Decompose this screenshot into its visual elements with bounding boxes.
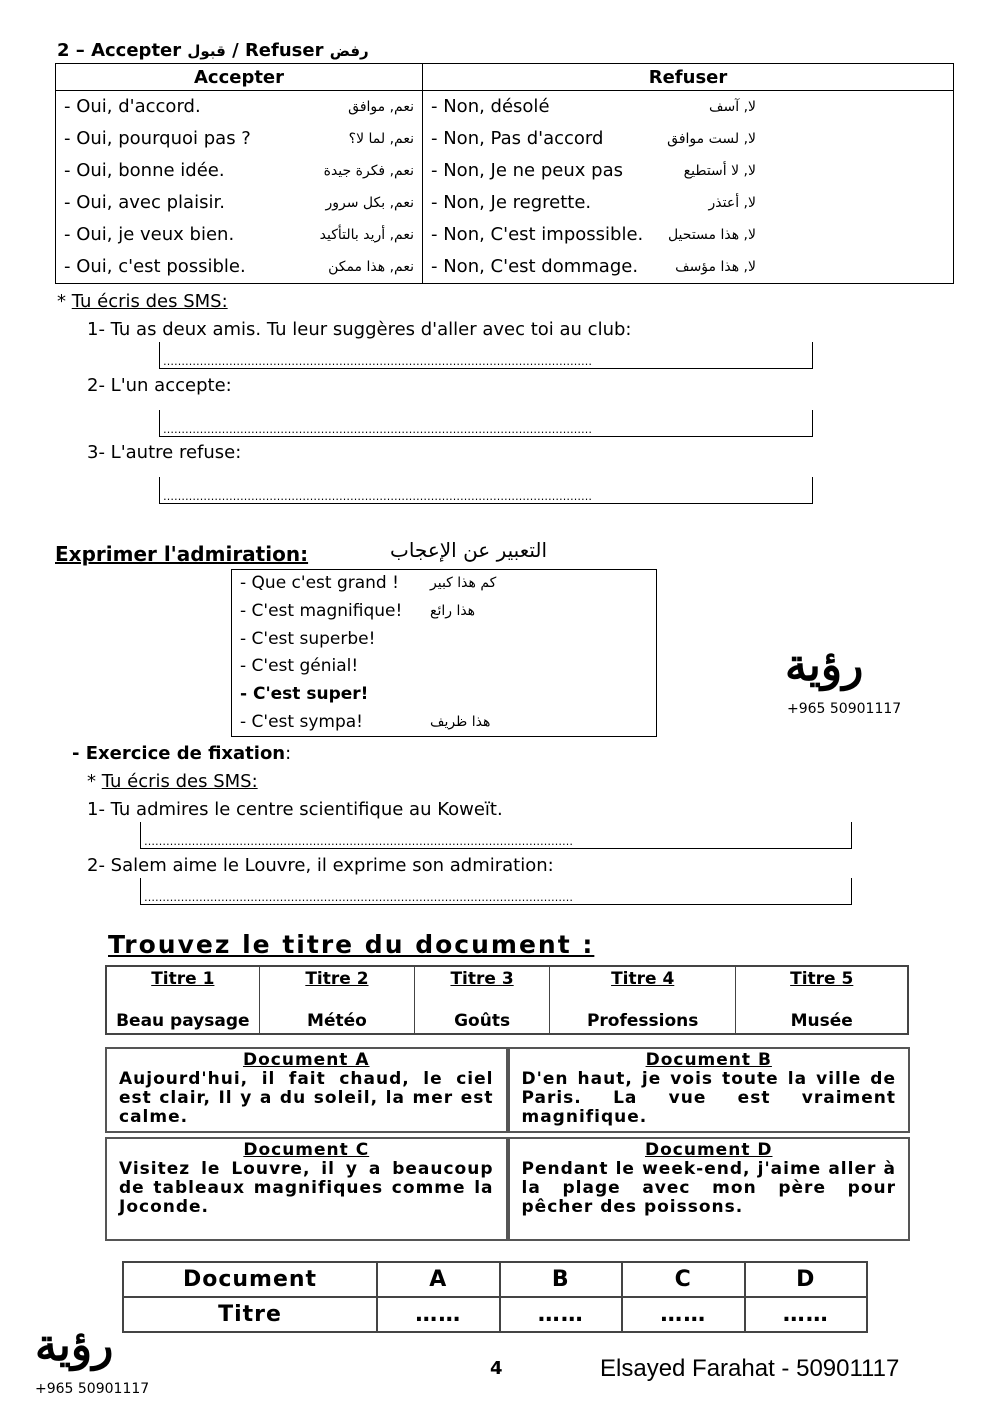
accept-phrase: - Oui, d'accord. xyxy=(64,96,201,117)
accept-phrase: - Oui, avec plaisir. xyxy=(64,192,225,213)
refuse-arabic: لا, هذا مؤسف xyxy=(675,259,756,275)
admiration-arabic: هذا ظريف xyxy=(430,713,491,730)
logo-phone: +965 50901117 xyxy=(787,701,902,717)
exercice-heading xyxy=(72,743,291,764)
titre-cell xyxy=(415,967,550,1033)
refuse-arabic: رفض xyxy=(329,42,369,60)
dots: ……………………………………………………………………………………………………… xyxy=(163,355,592,368)
refuse-phrase: - Non, Je ne peux pas xyxy=(431,160,623,181)
admiration-phrase: - C'est sympa! xyxy=(240,711,363,732)
admiration-arabic: هذا رائع xyxy=(430,602,476,619)
refuse-row xyxy=(431,155,945,187)
accept-row xyxy=(64,91,414,123)
admiration-phrase: - C'est superbe! xyxy=(240,628,376,649)
accept-phrase: - Oui, bonne idée. xyxy=(64,160,225,181)
logo-text: رؤية xyxy=(785,640,864,691)
titre-value: Musée xyxy=(790,1011,853,1031)
accept-row xyxy=(64,251,414,283)
accept-arabic: نعم, لما لا؟ xyxy=(348,131,414,147)
refuse-arabic: لا, هذا مستحيل xyxy=(667,227,756,243)
author: Elsayed Farahat - 50901117 xyxy=(600,1355,900,1382)
refuse-row xyxy=(431,123,945,155)
exercice-sms xyxy=(87,771,258,792)
titre-cell xyxy=(107,967,260,1033)
logo xyxy=(785,640,863,691)
refuse-row xyxy=(431,251,945,283)
header-refuser: Refuser xyxy=(423,64,954,91)
accept-phrase: - Oui, pourquoi pas ? xyxy=(64,128,251,149)
star: * xyxy=(57,291,66,312)
accept-label: Accepter xyxy=(91,40,182,61)
admiration-item xyxy=(240,681,656,709)
accept-row xyxy=(64,123,414,155)
titre-cell xyxy=(550,967,737,1033)
dots: ……………………………………………………………………………………………………… xyxy=(163,490,592,503)
answer-label: Document xyxy=(123,1262,377,1297)
document-text: Visitez le Louvre, il y a beaucoup de tableaux magnifiques comme la Joconde. xyxy=(119,1159,494,1217)
documents-row-1 xyxy=(105,1047,910,1133)
titre-cell xyxy=(736,967,907,1033)
accept-phrase: - Oui, je veux bien. xyxy=(64,224,235,245)
document-heading: Document D xyxy=(645,1140,773,1160)
titre-heading: Titre 4 xyxy=(611,969,675,989)
refuse-label: Refuser xyxy=(244,40,324,61)
answer-letter: C xyxy=(622,1262,745,1297)
exercice-question-2: 2- Salem aime le Louvre, il exprime son admiration: xyxy=(87,855,554,876)
accept-arabic: نعم, هذا ممكن xyxy=(328,259,414,275)
answer-letter: D xyxy=(745,1262,868,1297)
star: * xyxy=(87,771,96,792)
document-card xyxy=(508,1137,911,1241)
exercice-label: - Exercice de fixation xyxy=(72,743,286,764)
admiration-item xyxy=(240,709,656,737)
document-text: D'en haut, je vois toute la ville de Paris. La vue est vraiment magnifique. xyxy=(521,1069,896,1127)
answer-label: Titre xyxy=(123,1297,377,1332)
footer-logo xyxy=(35,1320,113,1371)
admiration-item xyxy=(240,626,656,654)
answer-line-2[interactable] xyxy=(159,410,813,437)
document-heading: Document C xyxy=(243,1140,370,1160)
answer-line-3[interactable] xyxy=(159,477,813,504)
accept-arabic: نعم, موافق xyxy=(348,99,414,115)
admiration-phrase: - C'est génial! xyxy=(240,656,359,677)
titre-heading: Titre 2 xyxy=(305,969,369,989)
answer-letter: A xyxy=(377,1262,500,1297)
documents-row-2 xyxy=(105,1137,910,1241)
refuse-arabic: لا, آسف xyxy=(709,99,756,115)
accept-arabic: قبول xyxy=(187,42,226,60)
refuse-phrase: - Non, C'est impossible. xyxy=(431,224,644,245)
logo-text: رؤية xyxy=(35,1320,114,1371)
titre-value: Beau paysage xyxy=(116,1011,250,1031)
answer-row xyxy=(123,1297,867,1332)
accept-phrase: - Oui, c'est possible. xyxy=(64,256,246,277)
document-heading: Document A xyxy=(242,1050,370,1070)
answer-letter: B xyxy=(500,1262,623,1297)
titre-value: Goûts xyxy=(454,1011,511,1031)
admiration-box xyxy=(231,569,657,737)
section-title xyxy=(57,40,369,61)
titre-value: Météo xyxy=(307,1011,367,1031)
accept-row xyxy=(64,187,414,219)
exercice-answer-1[interactable] xyxy=(140,822,852,849)
dots: ……………………………………………………………………………………………………… xyxy=(144,891,573,904)
section-number: 2 – xyxy=(57,40,85,61)
refuse-phrase: - Non, désolé xyxy=(431,96,550,117)
answer-blank[interactable]: …… xyxy=(622,1297,745,1332)
answer-table xyxy=(122,1261,868,1333)
admiration-phrase: - C'est super! xyxy=(240,684,369,705)
refuse-column xyxy=(423,91,954,284)
accept-refuse-table xyxy=(55,63,954,284)
admiration-phrase: - C'est magnifique! xyxy=(240,600,403,621)
accept-arabic: نعم, بكل سرور xyxy=(325,195,414,211)
exercice-answer-2[interactable] xyxy=(140,878,852,905)
exercice-question-1: 1- Tu admires le centre scientifique au Koweït. xyxy=(87,799,503,820)
question-2: 2- L'un accepte: xyxy=(87,375,232,396)
document-card xyxy=(508,1047,911,1133)
separator: / xyxy=(232,40,239,61)
refuse-phrase: - Non, Pas d'accord xyxy=(431,128,604,149)
titre-heading: Titre 5 xyxy=(790,969,854,989)
titre-value: Professions xyxy=(586,1011,699,1031)
accept-row xyxy=(64,219,414,251)
refuse-phrase: - Non, C'est dommage. xyxy=(431,256,639,277)
refuse-row xyxy=(431,187,945,219)
colon: : xyxy=(285,743,292,764)
admiration-phrase: - Que c'est grand ! xyxy=(240,573,399,593)
accept-row xyxy=(64,155,414,187)
question-3: 3- L'autre refuse: xyxy=(87,442,242,463)
dots: ……………………………………………………………………………………………………… xyxy=(144,835,573,848)
titre-heading: Titre 1 xyxy=(151,969,215,989)
question-1: 1- Tu as deux amis. Tu leur suggères d'aller avec toi au club: xyxy=(87,319,632,340)
accept-column xyxy=(56,91,423,284)
answer-line-1[interactable] xyxy=(159,342,813,369)
page-number: 4 xyxy=(490,1358,503,1379)
sms-heading xyxy=(57,291,228,312)
dots: ……………………………………………………………………………………………………… xyxy=(163,423,592,436)
admiration-item xyxy=(240,570,656,598)
refuse-row xyxy=(431,91,945,123)
admiration-item xyxy=(240,653,656,681)
sms-title: Tu écris des SMS: xyxy=(71,291,228,312)
refuse-arabic: لا, لا أستطيع xyxy=(683,163,756,179)
document-card xyxy=(105,1137,508,1241)
refuse-phrase: - Non, Je regrette. xyxy=(431,192,592,213)
document-text: Pendant le week-end, j'aime aller à la plage avec mon père pour pêcher des poissons. xyxy=(521,1159,896,1217)
refuse-arabic: لا, لست موافق xyxy=(667,131,756,147)
accept-arabic: نعم, فكرة جيدة xyxy=(323,163,414,179)
answer-blank[interactable]: …… xyxy=(745,1297,868,1332)
document-card xyxy=(105,1047,508,1133)
admiration-title-arabic: التعبير عن الإعجاب xyxy=(390,538,548,562)
header-accepter: Accepter xyxy=(56,64,423,91)
admiration-arabic: كم هذا كبير xyxy=(430,575,497,591)
answer-blank[interactable]: …… xyxy=(500,1297,623,1332)
refuse-row xyxy=(431,219,945,251)
refuse-arabic: لا, أعتذر xyxy=(708,195,756,211)
answer-row xyxy=(123,1262,867,1297)
titre-heading: Titre 3 xyxy=(450,969,514,989)
admiration-title: Exprimer l'admiration: xyxy=(55,542,309,566)
accept-arabic: نعم, أريد بالتأكيد xyxy=(319,227,414,243)
footer-phone: +965 50901117 xyxy=(35,1381,150,1397)
answer-blank[interactable]: …… xyxy=(377,1297,500,1332)
titres-table xyxy=(105,965,909,1035)
admiration-item xyxy=(240,598,656,626)
trouvez-title: Trouvez le titre du document : xyxy=(108,930,595,959)
document-heading: Document B xyxy=(645,1050,772,1070)
document-text: Aujourd'hui, il fait chaud, le ciel est clair, Il y a du soleil, la mer est calme. xyxy=(119,1069,494,1127)
titre-cell xyxy=(260,967,416,1033)
sms-title: Tu écris des SMS: xyxy=(101,771,258,792)
